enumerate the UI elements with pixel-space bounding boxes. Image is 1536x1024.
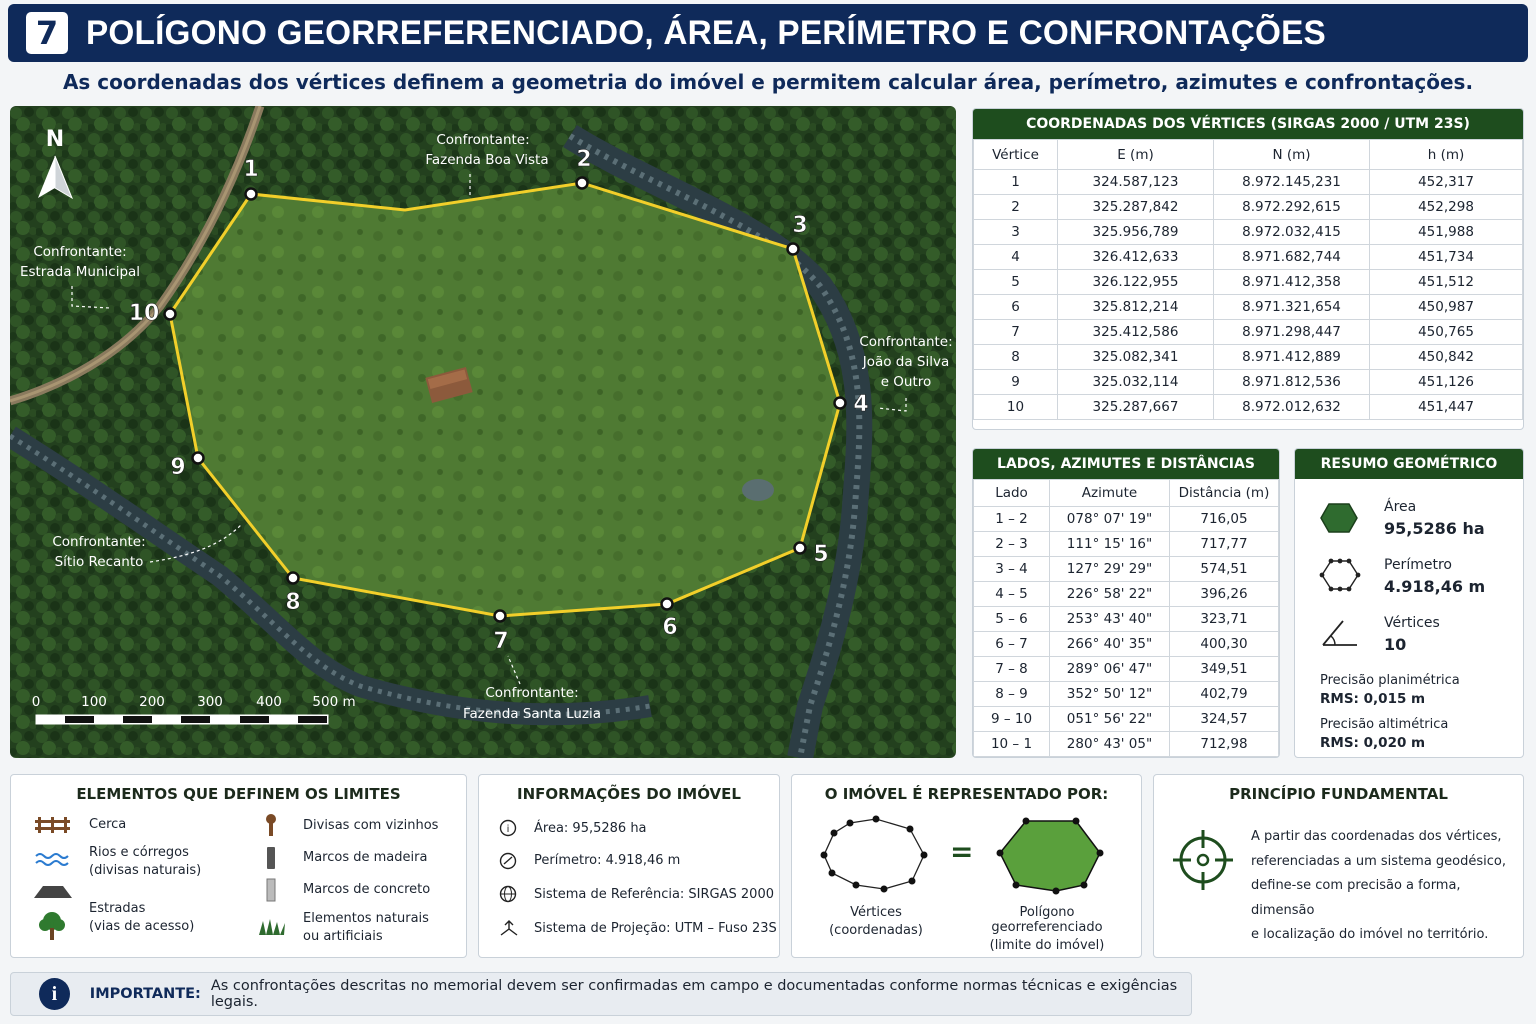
sides-cell: 716,05 xyxy=(1170,507,1279,532)
header-bar xyxy=(8,4,1528,62)
page-title: POLÍGONO GEORREFERENCIADO, ÁREA, PERÍMETRO E CONFRONTAÇÕES xyxy=(86,13,1326,52)
info-sistema: Sistema de Referência: SIRGAS 2000 xyxy=(534,887,774,902)
coordinates-cell: 325.412,586 xyxy=(1058,320,1214,345)
sides-cell: 078° 07' 19" xyxy=(1050,507,1170,532)
svg-text:500 m: 500 m xyxy=(312,694,356,710)
coordinates-cell: 452,298 xyxy=(1370,195,1523,220)
coordinates-cell: 8.972.145,231 xyxy=(1214,170,1370,195)
svg-text:i: i xyxy=(506,824,510,835)
sides-cell: 402,79 xyxy=(1170,682,1279,707)
info-perimetro: Perímetro: 4.918,46 m xyxy=(534,853,681,868)
note-text: As confrontações descritas no memorial devem ser confirmadas em campo e documentadas conforme normas técnicas e exigências legais. xyxy=(210,978,1178,1010)
svg-text:e Outro: e Outro xyxy=(880,374,932,390)
sides-cell: 127° 29' 29" xyxy=(1050,557,1170,582)
sides-cell: 6 – 7 xyxy=(974,632,1050,657)
coordinates-row xyxy=(974,320,1523,345)
vertex-marker[interactable] xyxy=(246,189,257,200)
coordinates-cell: 4 xyxy=(974,245,1058,270)
vertex-label: 7 xyxy=(493,629,509,654)
representation-left-label: Vértices (coordenadas) xyxy=(829,905,923,938)
coordinates-row xyxy=(974,245,1523,270)
svg-text:N: N xyxy=(45,127,65,152)
coordinates-row xyxy=(974,220,1523,245)
globe-icon xyxy=(499,885,517,903)
sides-cell: 712,98 xyxy=(1170,732,1279,757)
coordinates-cell: 8.971.298,447 xyxy=(1214,320,1370,345)
coordinates-cell: 10 xyxy=(974,395,1058,420)
svg-text:Confrontante:: Confrontante: xyxy=(436,132,530,148)
coordinates-cell: 450,765 xyxy=(1370,320,1523,345)
col-n: N (m) xyxy=(1214,140,1370,170)
col-vertice: Vértice xyxy=(974,140,1058,170)
info-icon: i xyxy=(39,978,70,1010)
vertex-marker[interactable] xyxy=(193,453,204,464)
info-area: Área: 95,5286 ha xyxy=(534,821,647,836)
sides-cell: 280° 43' 05" xyxy=(1050,732,1170,757)
coordinates-cell: 9 xyxy=(974,370,1058,395)
principle-title: PRINCÍPIO FUNDAMENTAL xyxy=(1229,785,1448,803)
vertex-marker[interactable] xyxy=(788,244,799,255)
representation-right-label: Polígono georreferenciado (limite do imóvel) xyxy=(989,905,1105,953)
svg-text:100: 100 xyxy=(81,694,107,710)
map-canvas xyxy=(10,106,956,758)
legend-estradas: Estradas (vias de acesso) xyxy=(89,901,195,934)
principle-box xyxy=(1153,774,1524,958)
property-info-box xyxy=(478,774,780,958)
coordinates-row xyxy=(974,370,1523,395)
vertex-marker[interactable] xyxy=(835,398,846,409)
vertex-label: 10 xyxy=(128,301,160,326)
coordinates-cell: 6 xyxy=(974,295,1058,320)
coordinates-cell: 450,842 xyxy=(1370,345,1523,370)
water-icon xyxy=(35,851,71,867)
coordinates-cell: 325.287,842 xyxy=(1058,195,1214,220)
section-number: 7 xyxy=(26,12,68,54)
vertex-marker[interactable] xyxy=(165,309,176,320)
coordinates-cell: 3 xyxy=(974,220,1058,245)
angle-icon xyxy=(1319,615,1361,651)
sides-row xyxy=(974,557,1279,582)
vertex-label: 4 xyxy=(853,392,869,417)
col-azimute: Azimute xyxy=(1050,480,1170,507)
sides-cell: 266° 40' 35" xyxy=(1050,632,1170,657)
grass-icon xyxy=(257,917,287,937)
polygon-filled-icon xyxy=(996,815,1106,895)
coordinates-cell: 1 xyxy=(974,170,1058,195)
coordinates-cell: 451,988 xyxy=(1370,220,1523,245)
svg-text:0: 0 xyxy=(31,694,41,710)
col-distancia: Distância (m) xyxy=(1170,480,1279,507)
vertices-only-icon xyxy=(820,815,930,895)
coordinates-cell: 325.082,341 xyxy=(1058,345,1214,370)
coordinates-cell: 2 xyxy=(974,195,1058,220)
sides-cell: 7 – 8 xyxy=(974,657,1050,682)
coordinates-cell: 8.971.412,358 xyxy=(1214,270,1370,295)
page-subtitle: As coordenadas dos vértices definem a geometria do imóvel e permitem calcular área, perímetro, azimutes e confrontações. xyxy=(62,70,1474,94)
sides-row xyxy=(974,532,1279,557)
vertex-marker[interactable] xyxy=(288,573,299,584)
sides-cell: 3 – 4 xyxy=(974,557,1050,582)
vertex-label: 3 xyxy=(792,213,808,238)
svg-text:Confrontante:: Confrontante: xyxy=(859,334,953,350)
svg-text:Sítio Recanto: Sítio Recanto xyxy=(54,554,144,570)
info-projecao: Sistema de Projeção: UTM – Fuso 23S xyxy=(534,921,777,936)
coordinates-row xyxy=(974,195,1523,220)
coordinates-cell: 325.032,114 xyxy=(1058,370,1214,395)
sides-cell: 9 – 10 xyxy=(974,707,1050,732)
coordinates-cell: 326.412,633 xyxy=(1058,245,1214,270)
coordinates-cell: 451,512 xyxy=(1370,270,1523,295)
coordinates-row xyxy=(974,395,1523,420)
vertex-label: 5 xyxy=(813,542,829,567)
svg-text:Confrontante:: Confrontante: xyxy=(485,685,579,701)
coordinates-cell: 451,447 xyxy=(1370,395,1523,420)
coordinates-table-panel xyxy=(972,108,1524,430)
principle-text: A partir das coordenadas dos vértices, referenciadas a um sistema geodésico, define-se com precisão a forma, dimensão e localização do imóvel no território. xyxy=(1251,829,1506,942)
sides-cell: 253° 43' 40" xyxy=(1050,607,1170,632)
vertex-label: 2 xyxy=(576,147,592,172)
crosshair-icon xyxy=(1172,829,1234,891)
sides-cell: 2 – 3 xyxy=(974,532,1050,557)
elements-box xyxy=(10,774,467,958)
svg-text:Confrontante:: Confrontante: xyxy=(52,534,146,550)
coordinates-table xyxy=(973,139,1523,420)
sides-cell: 1 – 2 xyxy=(974,507,1050,532)
sides-row xyxy=(974,607,1279,632)
geometric-summary-panel: RESUMO GEOMÉTRICO Área 95,5286 ha Perímetro 4.918,46 m Vértices 10 Precisão planimétrica RMS: 0,015 m Precisão altimétrica RMS: 0,020 m xyxy=(1294,448,1524,758)
sides-cell: 8 – 9 xyxy=(974,682,1050,707)
representation-box xyxy=(791,774,1142,958)
perimeter-info-icon xyxy=(499,852,517,870)
coordinates-cell: 8.972.292,615 xyxy=(1214,195,1370,220)
sides-cell: 4 – 5 xyxy=(974,582,1050,607)
svg-text:Fazenda Boa Vista: Fazenda Boa Vista xyxy=(425,152,549,168)
svg-text:Fazenda Santa Luzia: Fazenda Santa Luzia xyxy=(462,706,602,722)
sides-row xyxy=(974,582,1279,607)
svg-text:200: 200 xyxy=(139,694,165,710)
sides-cell: 324,57 xyxy=(1170,707,1279,732)
coordinates-cell: 5 xyxy=(974,270,1058,295)
sides-cell: 396,26 xyxy=(1170,582,1279,607)
sides-row xyxy=(974,682,1279,707)
fence-icon xyxy=(35,815,71,835)
legend-madeira: Marcos de madeira xyxy=(303,850,428,865)
vertex-marker[interactable] xyxy=(495,611,506,622)
sides-table-title: LADOS, AZIMUTES E DISTÂNCIAS xyxy=(973,449,1279,479)
sides-table-panel xyxy=(972,448,1280,758)
coordinates-table-title: COORDENADAS DOS VÉRTICES (SIRGAS 2000 / UTM 23S) xyxy=(973,109,1523,139)
coordinates-cell: 8.971.321,654 xyxy=(1214,295,1370,320)
sides-cell: 10 – 1 xyxy=(974,732,1050,757)
sides-row xyxy=(974,657,1279,682)
important-note xyxy=(10,972,1192,1016)
sides-cell: 717,77 xyxy=(1170,532,1279,557)
coordinates-cell: 450,987 xyxy=(1370,295,1523,320)
wood-marker-icon xyxy=(263,845,279,871)
coordinates-cell: 451,126 xyxy=(1370,370,1523,395)
col-lado: Lado xyxy=(974,480,1050,507)
coordinates-cell: 8.972.032,415 xyxy=(1214,220,1370,245)
coordinates-cell: 8.972.012,632 xyxy=(1214,395,1370,420)
sides-cell: 5 – 6 xyxy=(974,607,1050,632)
vertex-label: 1 xyxy=(243,157,259,182)
concrete-marker-icon xyxy=(263,877,279,903)
coordinates-cell: 8.971.412,889 xyxy=(1214,345,1370,370)
legend-cerca: Cerca xyxy=(89,817,127,832)
svg-text:Estrada Municipal: Estrada Municipal xyxy=(19,264,141,280)
sides-cell: 400,30 xyxy=(1170,632,1279,657)
note-label: IMPORTANTE: xyxy=(89,986,201,1002)
coordinates-cell: 7 xyxy=(974,320,1058,345)
sides-cell: 574,51 xyxy=(1170,557,1279,582)
vertex-label: 8 xyxy=(285,590,301,615)
equals-sign: = xyxy=(950,835,974,868)
svg-text:300: 300 xyxy=(197,694,223,710)
coordinates-cell: 325.287,667 xyxy=(1058,395,1214,420)
aerial-map[interactable] xyxy=(10,106,956,758)
road-icon xyxy=(33,885,73,899)
info-title: INFORMAÇÕES DO IMÓVEL xyxy=(517,785,741,803)
coordinates-row xyxy=(974,270,1523,295)
col-h: h (m) xyxy=(1370,140,1523,170)
legend-naturais: Elementos naturais ou artificiais xyxy=(303,911,429,944)
tree-icon xyxy=(37,911,67,941)
coordinates-row xyxy=(974,170,1523,195)
legend-divisas: Divisas com vizinhos xyxy=(303,818,439,833)
elements-title: ELEMENTOS QUE DEFINEM OS LIMITES xyxy=(76,785,401,803)
svg-text:João da Silva: João da Silva xyxy=(862,354,950,370)
sides-cell: 226° 58' 22" xyxy=(1050,582,1170,607)
vertex-label: 9 xyxy=(170,455,186,480)
coordinates-cell: 325.956,789 xyxy=(1058,220,1214,245)
coordinates-cell: 325.812,214 xyxy=(1058,295,1214,320)
sides-row xyxy=(974,707,1279,732)
area-info-icon xyxy=(499,819,517,837)
coordinates-cell: 8 xyxy=(974,345,1058,370)
vertex-marker[interactable] xyxy=(795,543,806,554)
sides-cell: 323,71 xyxy=(1170,607,1279,632)
coordinates-cell: 452,317 xyxy=(1370,170,1523,195)
pond xyxy=(742,479,774,501)
sides-row xyxy=(974,732,1279,757)
vertex-marker[interactable] xyxy=(577,178,588,189)
col-e: E (m) xyxy=(1058,140,1214,170)
coordinates-row xyxy=(974,345,1523,370)
perimeter-icon xyxy=(1319,557,1361,593)
sides-cell: 111° 15' 16" xyxy=(1050,532,1170,557)
coordinates-cell: 451,734 xyxy=(1370,245,1523,270)
area-icon xyxy=(1319,501,1359,535)
sides-row xyxy=(974,507,1279,532)
sides-table xyxy=(973,479,1279,757)
coordinates-cell: 324.587,123 xyxy=(1058,170,1214,195)
coordinates-row xyxy=(974,295,1523,320)
legend-rios: Rios e córregos (divisas naturais) xyxy=(89,845,202,878)
projection-icon xyxy=(499,919,519,937)
summary-title: RESUMO GEOMÉTRICO xyxy=(1295,449,1523,479)
sides-cell: 352° 50' 12" xyxy=(1050,682,1170,707)
wooden-post-icon xyxy=(263,813,279,837)
sides-cell: 349,51 xyxy=(1170,657,1279,682)
coordinates-cell: 8.971.682,744 xyxy=(1214,245,1370,270)
coordinates-cell: 8.971.812,536 xyxy=(1214,370,1370,395)
svg-text:Confrontante:: Confrontante: xyxy=(33,244,127,260)
vertex-marker[interactable] xyxy=(662,599,673,610)
coordinates-cell: 326.122,955 xyxy=(1058,270,1214,295)
svg-text:400: 400 xyxy=(256,694,282,710)
sides-cell: 289° 06' 47" xyxy=(1050,657,1170,682)
sides-row xyxy=(974,632,1279,657)
representation-title: O IMÓVEL É REPRESENTADO POR: xyxy=(824,785,1109,803)
sides-cell: 051° 56' 22" xyxy=(1050,707,1170,732)
vertex-label: 6 xyxy=(662,615,678,640)
legend-concreto: Marcos de concreto xyxy=(303,882,431,897)
